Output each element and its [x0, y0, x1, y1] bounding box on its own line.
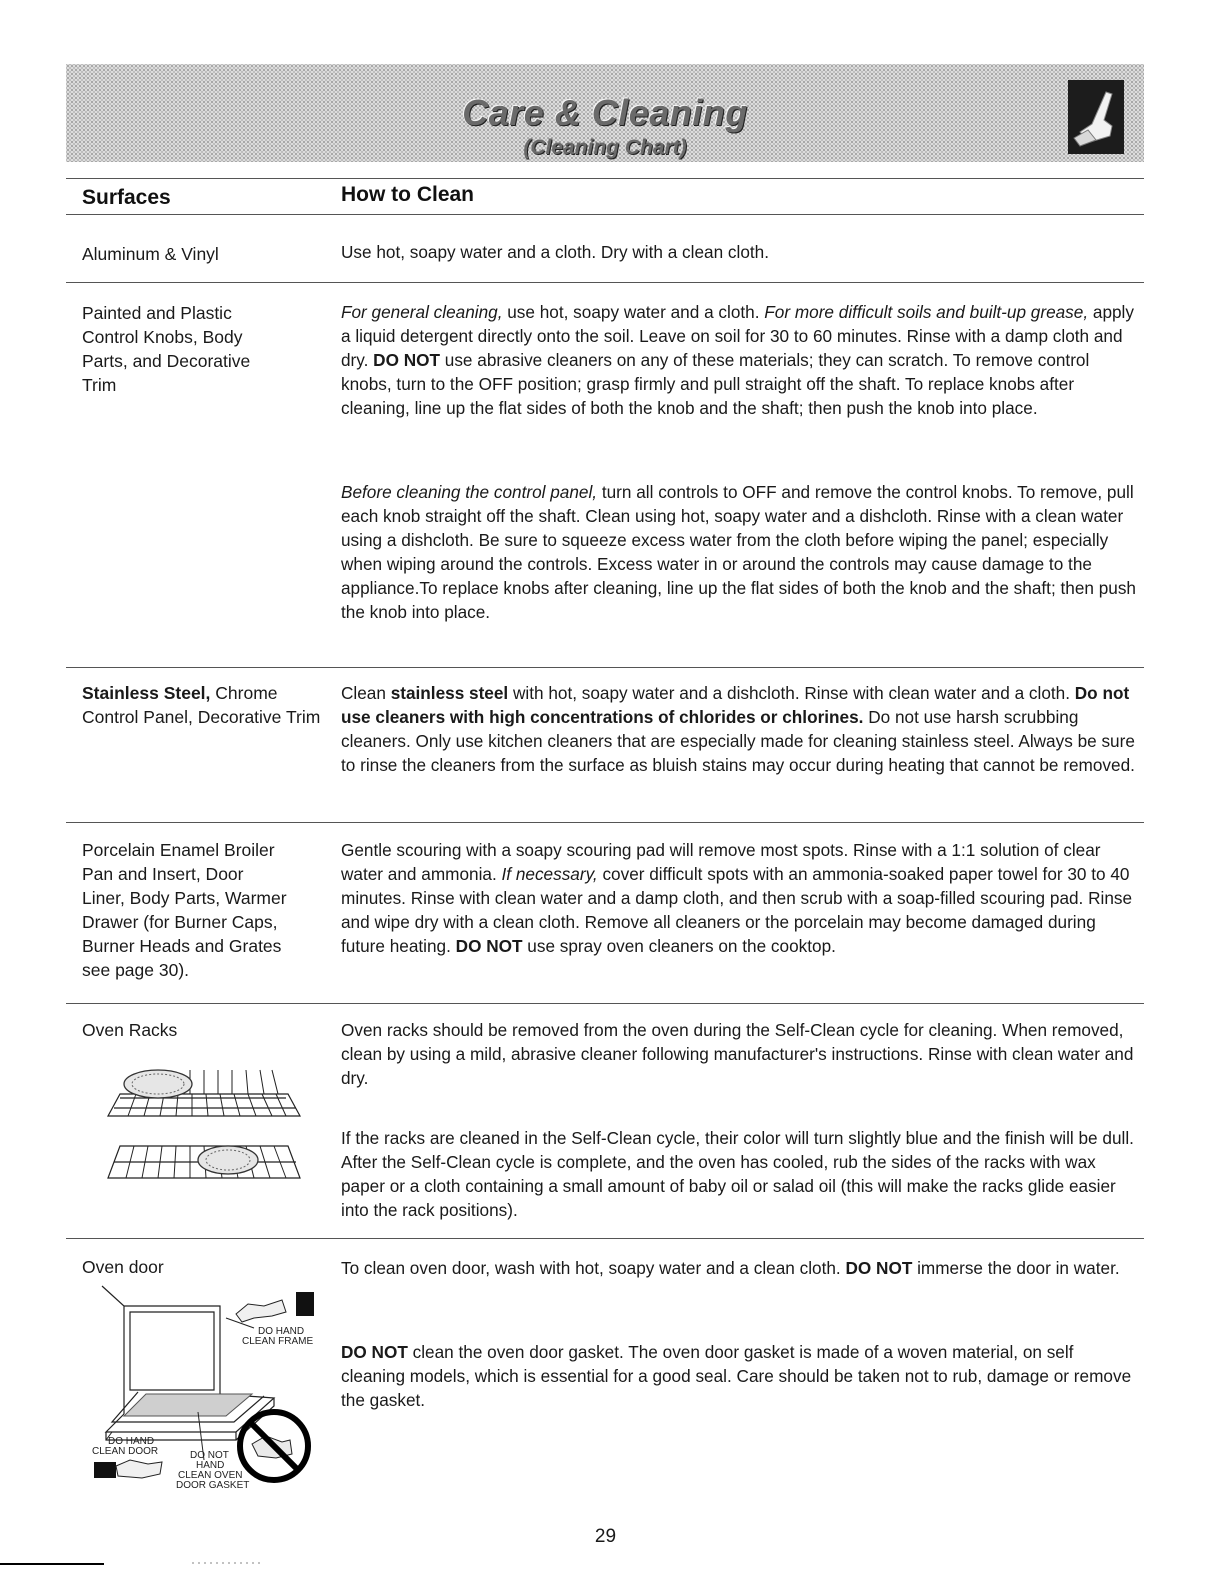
- emphasis: For general cleaning,: [341, 302, 503, 322]
- warning: DO NOT: [455, 936, 523, 956]
- column-header-how-to-clean: How to Clean: [341, 183, 475, 206]
- label-do-hand: DO HAND: [258, 1326, 305, 1337]
- label-do-not: DO NOT: [190, 1450, 229, 1461]
- instructions-oven-door: [341, 1256, 1141, 1280]
- hand-cleaning-icon: [1068, 80, 1124, 154]
- divider: [66, 1003, 1144, 1004]
- surface-bold: Stainless Steel,: [82, 683, 211, 703]
- text: turn all controls to OFF and remove the control knobs. To remove, pull each knob straight off the shaft. Clean using hot, soapy water and a dishcloth. Rinse with a clean water using a dishcloth. Be sure to squeeze excess water from the cloth before wiping the panel; especially when wiping around the controls. Excess water in or around the controls may cause damage to the appliance.To replace knobs after cleaning, line up the flat sides of both the knob and the shaft; then push the knob into place.: [341, 482, 1136, 622]
- oven-racks-illustration: [100, 1064, 310, 1188]
- divider: [66, 1238, 1144, 1239]
- warning: Do not use cleaners with high concentrations of chlorides or chlorines.: [341, 683, 1130, 727]
- warning: DO NOT: [373, 350, 440, 370]
- text: Gentle scouring with a soapy scouring pad will remove most spots. Rinse with a 1:1 solution of clear water and ammonia.: [341, 840, 1101, 884]
- surface-line: Trim: [82, 375, 117, 395]
- column-header-surfaces: Surfaces: [82, 186, 171, 209]
- paragraph: Use hot, soapy water and a cloth. Dry with a clean cloth.: [341, 242, 769, 262]
- hand-icon: [236, 1292, 314, 1322]
- surface-oven-door: Oven door: [82, 1257, 164, 1277]
- emphasis: For more difficult soils and built-up grease,: [764, 302, 1089, 322]
- footer-rule: [0, 1563, 104, 1565]
- surface-line: see page 30).: [82, 960, 190, 980]
- surface-line: Painted and Plastic: [82, 303, 232, 323]
- text: apply a liquid detergent directly onto the soil. Leave on soil for 30 to 60 minutes. Rinse with a damp cloth and dry.: [341, 302, 1134, 370]
- divider: [66, 282, 1144, 283]
- paragraph: If the racks are cleaned in the Self-Clean cycle, their color will turn slightly blue and the finish will be dull. After the Self-Clean cycle is complete, and the oven has cooled, rub the sides of the racks with wax paper or a cloth containing a small amount of baby oil or salad oil (this will make the racks glide easier into the rack positions).: [341, 1128, 1134, 1220]
- text: use abrasive cleaners on any of these materials; they can scratch. To remove control knobs, turn to the OFF position; grasp firmly and pull straight off the shaft. To replace knobs after cleaning, line up the flat sides of both the knob and the shaft; then push the knob into place.: [341, 350, 1090, 418]
- surface-oven-racks: Oven Racks: [82, 1020, 178, 1040]
- divider: [66, 178, 1144, 179]
- warning: DO NOT: [341, 1342, 408, 1362]
- surface-aluminum-vinyl: Aluminum & Vinyl: [82, 244, 219, 264]
- paragraph: [341, 681, 1141, 777]
- label-hand: HAND: [196, 1460, 225, 1471]
- text: To clean oven door, wash with hot, soapy water and a clean cloth.: [341, 1258, 846, 1278]
- warning: DO NOT: [845, 1258, 913, 1278]
- label-door-gasket: DOOR GASKET: [176, 1480, 250, 1491]
- paragraph: [341, 300, 1141, 420]
- label-clean-frame: CLEAN FRAME: [242, 1336, 314, 1347]
- text: cover difficult spots with an ammonia-soaked paper towel for 30 to 40 minutes. Rinse with clean water and a damp cloth, and then scrub with a soap-filled scouring pad. Rinse and wipe dry with a clean cloth. Remove all cleaners or the porcelain may become damaged during future heating.: [341, 864, 1133, 956]
- surface-porcelain-enamel: [82, 838, 332, 982]
- text: Do not use harsh scrubbing cleaners. Only use kitchen cleaners that are especially made for cleaning stainless steel. Always be sure to rinse the cleaners from the surface as bluish stains may occur during heating that cannot be removed.: [341, 707, 1135, 775]
- header-banner: [66, 64, 1144, 162]
- emphasis: Before cleaning the control panel,: [341, 482, 598, 502]
- surface-line: Drawer (for Burner Caps,: [82, 912, 278, 932]
- label-do-hand: DO HAND: [108, 1436, 155, 1447]
- paragraph: Oven racks should be removed from the oven during the Self-Clean cycle for cleaning. When removed, clean by using a mild, abrasive cleaner following manufacturer's instructions. Rinse with clean water and dry.: [341, 1020, 1134, 1088]
- text: with hot, soapy water and a dishcloth. Rinse with clean water and a cloth.: [508, 683, 1075, 703]
- surface-line: Burner Heads and Grates: [82, 936, 282, 956]
- surface-painted-plastic: [82, 301, 322, 397]
- label-clean-door: CLEAN DOOR: [92, 1446, 159, 1457]
- text: use spray oven cleaners on the cooktop.: [522, 936, 836, 956]
- emphasis: stainless steel: [390, 683, 509, 703]
- instructions-oven-door-gasket: [341, 1340, 1141, 1412]
- instructions-oven-racks-self-clean: [341, 1126, 1141, 1222]
- page-number: 29: [594, 1526, 617, 1547]
- paragraph: [341, 838, 1141, 958]
- surface-rest: Chrome Control Panel, Decorative Trim: [82, 683, 321, 727]
- surface-line: Pan and Insert, Door: [82, 864, 244, 884]
- label-clean-oven: CLEAN OVEN: [178, 1470, 243, 1481]
- instructions-control-panel: [341, 480, 1141, 624]
- instructions-oven-racks: [341, 1018, 1141, 1090]
- instructions-painted-plastic: [341, 300, 1141, 420]
- surface-line: Porcelain Enamel Broiler: [82, 840, 275, 860]
- surface-line: Liner, Body Parts, Warmer: [82, 888, 287, 908]
- page-subtitle: (Cleaning Chart): [523, 136, 687, 159]
- instructions-porcelain-enamel: [341, 838, 1141, 958]
- paragraph: [341, 1256, 1141, 1280]
- footer-marks: [190, 1561, 260, 1565]
- instructions-aluminum-vinyl: [341, 240, 1141, 264]
- surface-line: Control Knobs, Body: [82, 327, 243, 347]
- paragraph: [341, 480, 1141, 624]
- page-title: Care & Cleaning: [462, 92, 748, 133]
- surface-stainless-steel: [82, 681, 322, 729]
- divider: [66, 822, 1144, 823]
- hand-icon: [94, 1462, 116, 1478]
- paragraph: [341, 1340, 1141, 1412]
- instructions-stainless-steel: [341, 681, 1141, 777]
- text: clean the oven door gasket. The oven door gasket is made of a woven material, on self cleaning models, which is essential for a good seal. Care should be taken not to rub, damage or remove the gasket.: [341, 1342, 1132, 1410]
- prohibited-icon: [240, 1412, 308, 1480]
- text: immerse the door in water.: [912, 1258, 1120, 1278]
- text: use hot, soapy water and a cloth.: [502, 302, 765, 322]
- emphasis: If necessary,: [501, 864, 598, 884]
- divider: [66, 667, 1144, 668]
- text: Clean: [341, 683, 391, 703]
- oven-door-illustration: [86, 1282, 318, 1494]
- divider: [66, 214, 1144, 215]
- surface-line: Parts, and Decorative: [82, 351, 251, 371]
